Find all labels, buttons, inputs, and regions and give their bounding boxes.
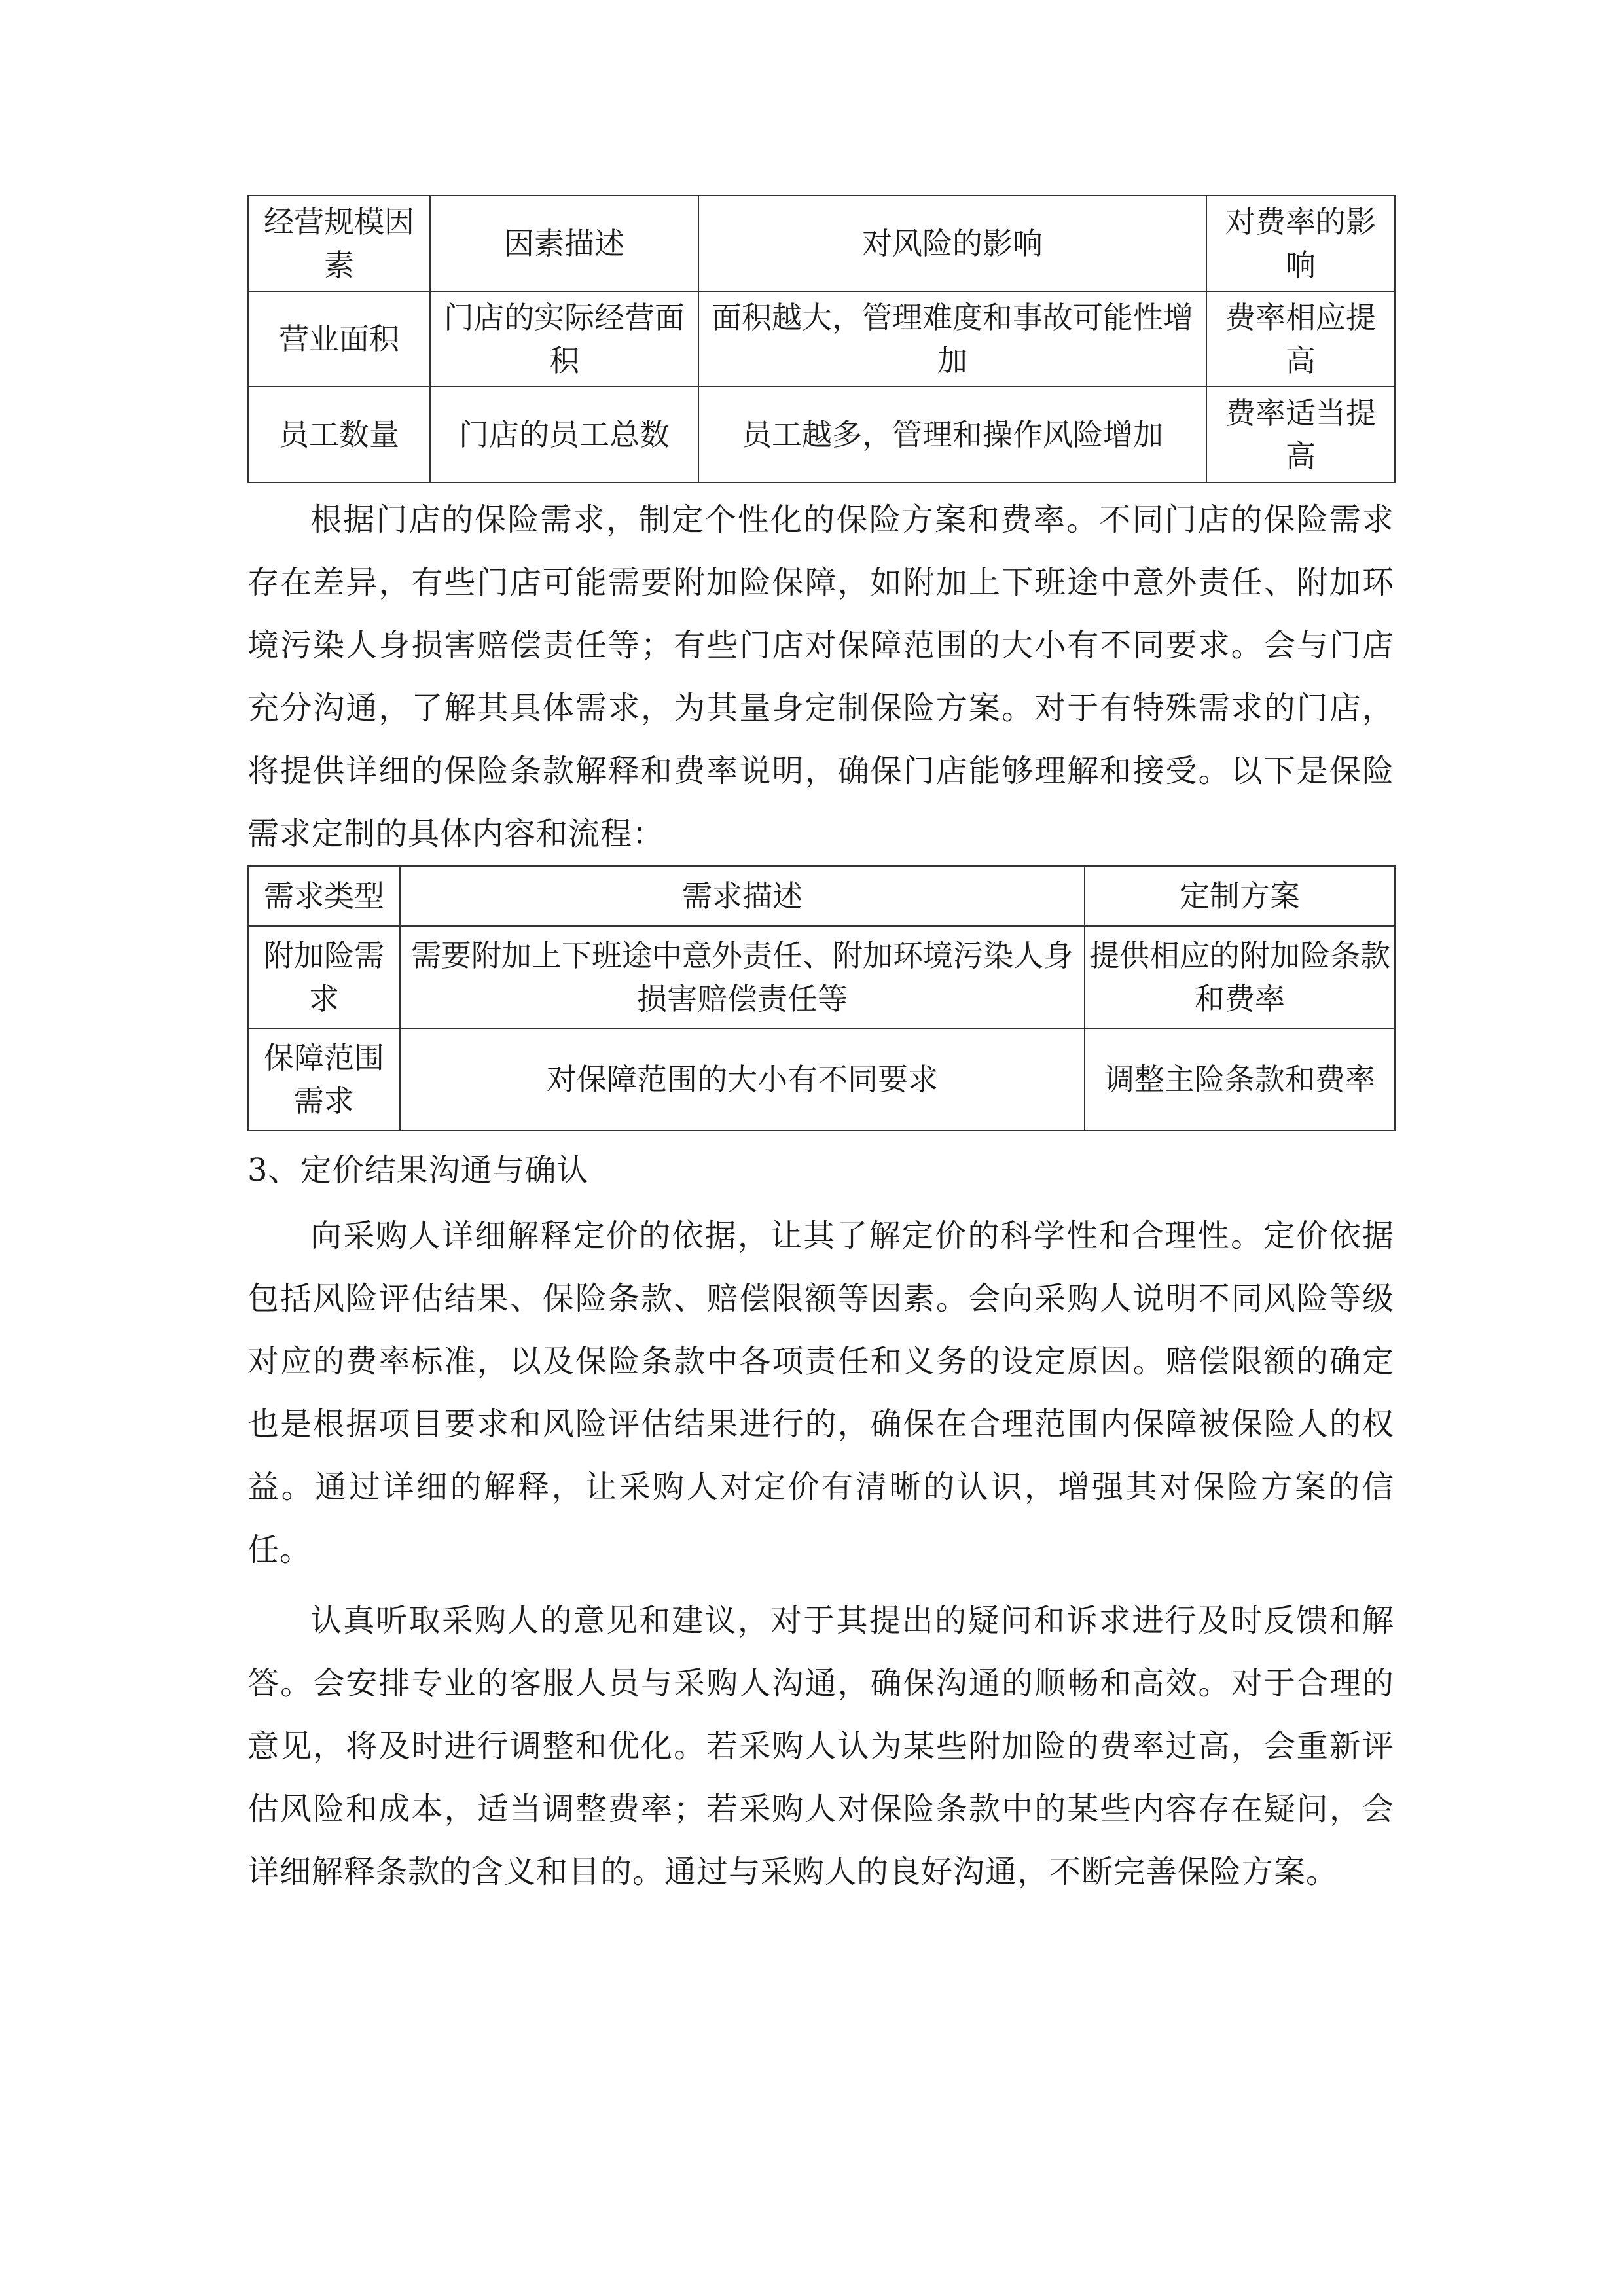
table-header-cell: 因素描述 <box>430 196 698 291</box>
table-header-cell: 定制方案 <box>1085 866 1395 926</box>
table-cell: 调整主险条款和费率 <box>1085 1028 1395 1130</box>
table-header-cell: 需求描述 <box>400 866 1085 926</box>
table-header-row <box>248 196 1395 291</box>
table-cell: 员工数量 <box>248 387 430 482</box>
table-row <box>248 291 1395 387</box>
table-cell: 门店的员工总数 <box>430 387 698 482</box>
table-row <box>248 387 1395 482</box>
table-header-cell: 经营规模因素 <box>248 196 430 291</box>
table-cell: 需要附加上下班途中意外责任、附加环境污染人身损害赔偿责任等 <box>400 926 1085 1028</box>
table-header-cell: 需求类型 <box>248 866 400 926</box>
table-header-cell: 对费率的影响 <box>1206 196 1395 291</box>
table-row <box>248 1028 1395 1130</box>
document-page <box>247 195 1394 1903</box>
table-cell: 费率相应提高 <box>1206 291 1395 387</box>
table-row <box>248 926 1395 1028</box>
table-cell: 门店的实际经营面积 <box>430 291 698 387</box>
table-cell: 对保障范围的大小有不同要求 <box>400 1028 1085 1130</box>
section-heading: 3、定价结果沟通与确认 <box>247 1152 589 1189</box>
body-paragraph: 认真听取采购人的意见和建议，对于其提出的疑问和诉求进行及时反馈和解答。会安排专业的客服人员与采购人沟通，确保沟通的顺畅和高效。对于合理的意见，将及时进行调整和优化。若采购人认为某些附加险的费率过高，会重新评估风险和成本，适当调整费率；若采购人对保险条款中的某些内容存在疑问，会详细解释条款的含义和目的。通过与采购人的良好沟通，不断完善保险方案。 <box>247 1602 1394 1890</box>
table-cell: 费率适当提高 <box>1206 387 1395 482</box>
body-paragraph: 根据门店的保险需求，制定个性化的保险方案和费率。不同门店的保险需求存在差异，有些门店可能需要附加险保障，如附加上下班途中意外责任、附加环境污染人身损害赔偿责任等；有些门店对保障范围的大小有不同要求。会与门店充分沟通，了解其具体需求，为其量身定制保险方案。对于有特殊需求的门店，将提供详细的保险条款解释和费率说明，确保门店能够理解和接受。以下是保险需求定制的具体内容和流程： <box>247 501 1394 852</box>
table-cell: 保障范围需求 <box>248 1028 400 1130</box>
table-cell: 附加险需求 <box>248 926 400 1028</box>
table-cell: 面积越大，管理难度和事故可能性增加 <box>698 291 1206 387</box>
body-paragraph: 向采购人详细解释定价的依据，让其了解定价的科学性和合理性。定价依据包括风险评估结果、保险条款、赔偿限额等因素。会向采购人说明不同风险等级对应的费率标准，以及保险条款中各项责任和义务的设定原因。赔偿限额的确定也是根据项目要求和风险评估结果进行的，确保在合理范围内保障被保险人的权益。通过详细的解释，让采购人对定价有清晰的认识，增强其对保险方案的信任。 <box>247 1217 1394 1568</box>
table-cell: 提供相应的附加险条款和费率 <box>1085 926 1395 1028</box>
table-header-row <box>248 866 1395 926</box>
requirements-table <box>247 865 1396 1131</box>
table-cell: 员工越多，管理和操作风险增加 <box>698 387 1206 482</box>
table-header-cell: 对风险的影响 <box>698 196 1206 291</box>
table-cell: 营业面积 <box>248 291 430 387</box>
scale-factors-table <box>247 195 1396 483</box>
